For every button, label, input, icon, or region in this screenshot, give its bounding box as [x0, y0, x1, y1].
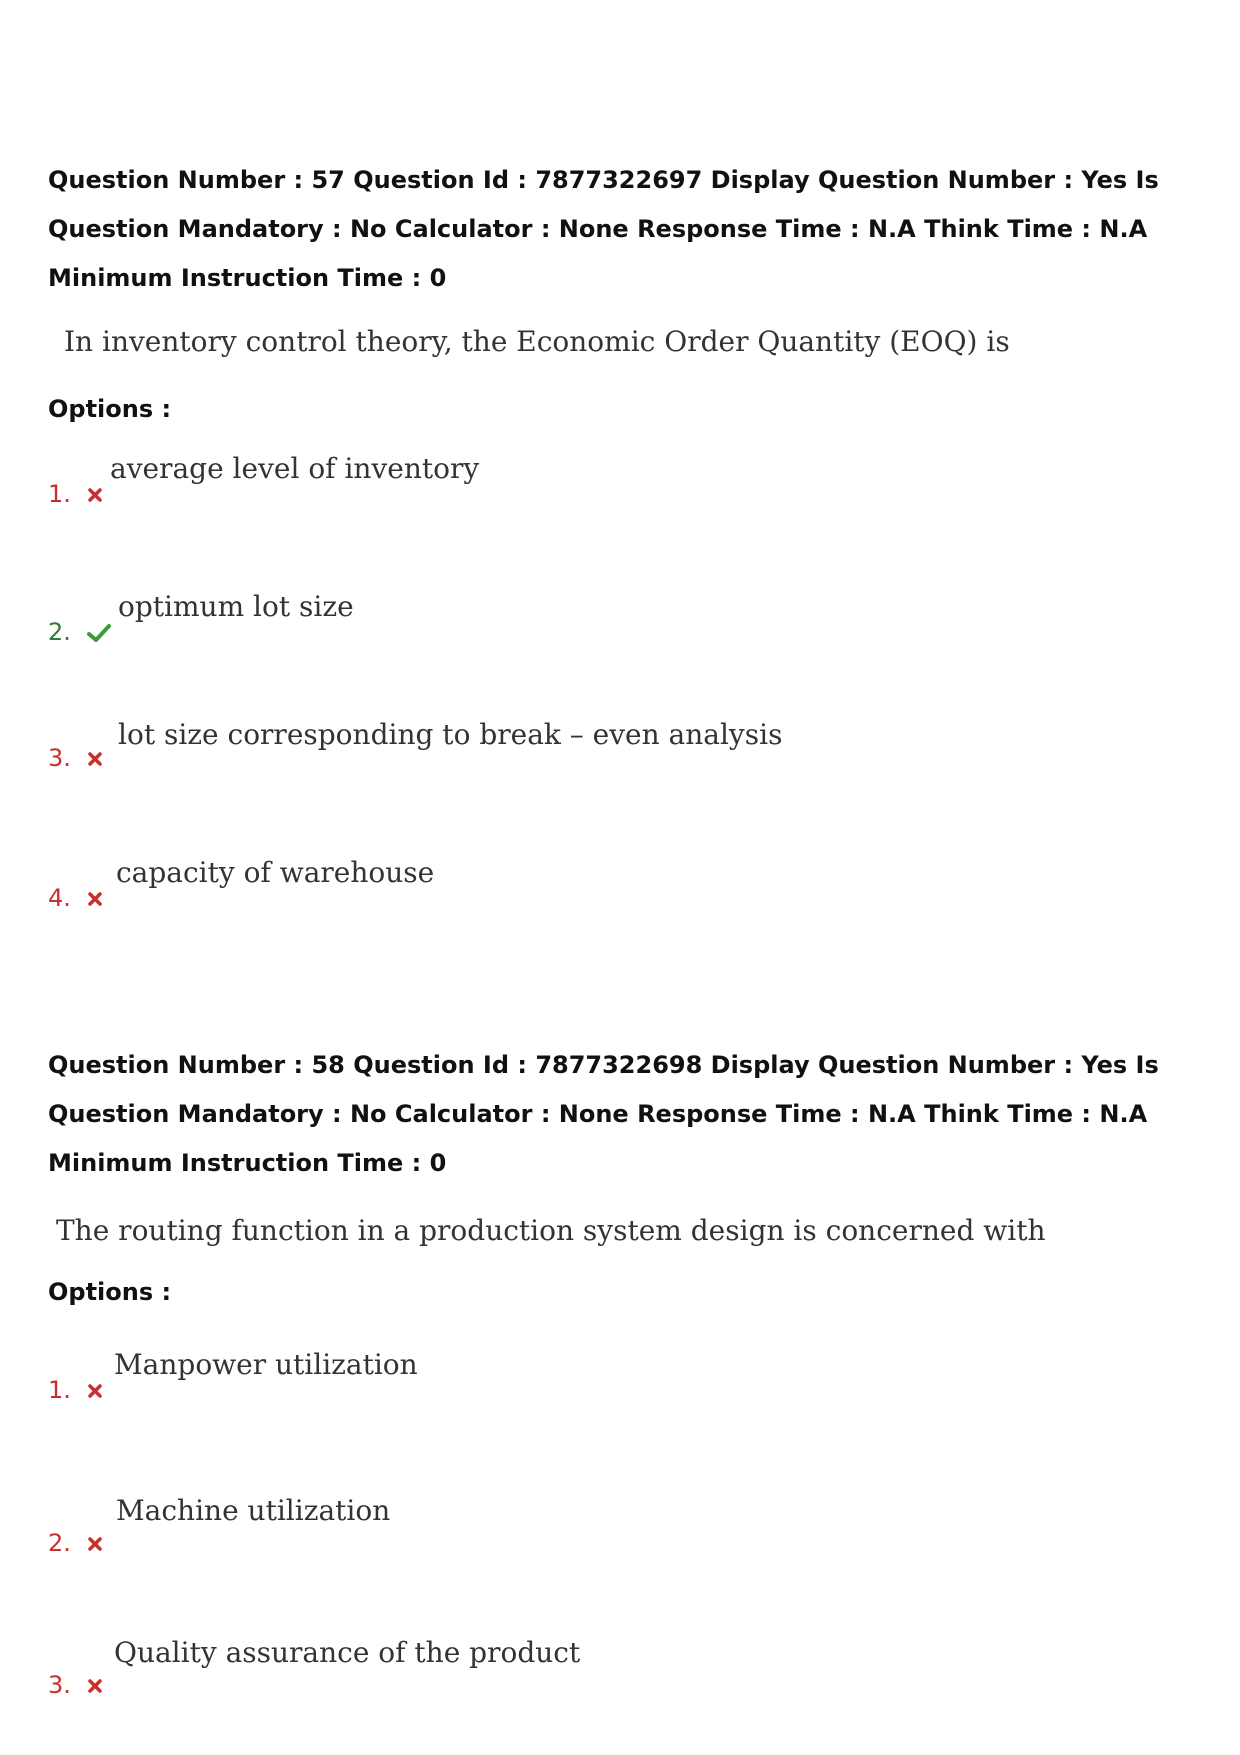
- option-number: 1.: [48, 480, 103, 508]
- option-text: average level of inventory: [110, 452, 480, 485]
- question-meta: Question Number : 57 Question Id : 7877322697 Display Question Number : Yes Is Question Mandatory : No Calculator : None Response Time : N.A Think Time : N.A Minimum Instruction Time : 0: [48, 166, 1159, 292]
- cross-icon: [87, 1678, 103, 1694]
- options-label: Options :: [48, 1278, 172, 1306]
- option-text: Quality assurance of the product: [114, 1636, 581, 1669]
- check-icon: [87, 623, 111, 643]
- options-label: Options :: [48, 395, 172, 423]
- option-number: 4.: [48, 884, 103, 912]
- cross-icon: [87, 891, 103, 907]
- question-text: In inventory control theory, the Economic Order Quantity (EOQ) is: [64, 325, 1010, 358]
- cross-icon: [87, 1383, 103, 1399]
- option-number: 3.: [48, 1671, 103, 1699]
- option-text: Manpower utilization: [114, 1348, 418, 1381]
- cross-icon: [87, 1536, 103, 1552]
- cross-icon: [87, 751, 103, 767]
- question-text: The routing function in a production system design is concerned with: [56, 1214, 1046, 1247]
- option-number: 2.: [48, 1529, 103, 1557]
- option-number: 3.: [48, 744, 103, 772]
- option-number: 2.: [48, 618, 111, 646]
- question-meta: Question Number : 58 Question Id : 7877322698 Display Question Number : Yes Is Question Mandatory : No Calculator : None Response Time : N.A Think Time : N.A Minimum Instruction Time : 0: [48, 1051, 1159, 1177]
- option-number: 1.: [48, 1376, 103, 1404]
- option-text: lot size corresponding to break – even analysis: [118, 718, 783, 751]
- cross-icon: [87, 487, 103, 503]
- option-text: capacity of warehouse: [116, 856, 435, 889]
- option-text: Machine utilization: [116, 1494, 391, 1527]
- option-text: optimum lot size: [118, 590, 354, 623]
